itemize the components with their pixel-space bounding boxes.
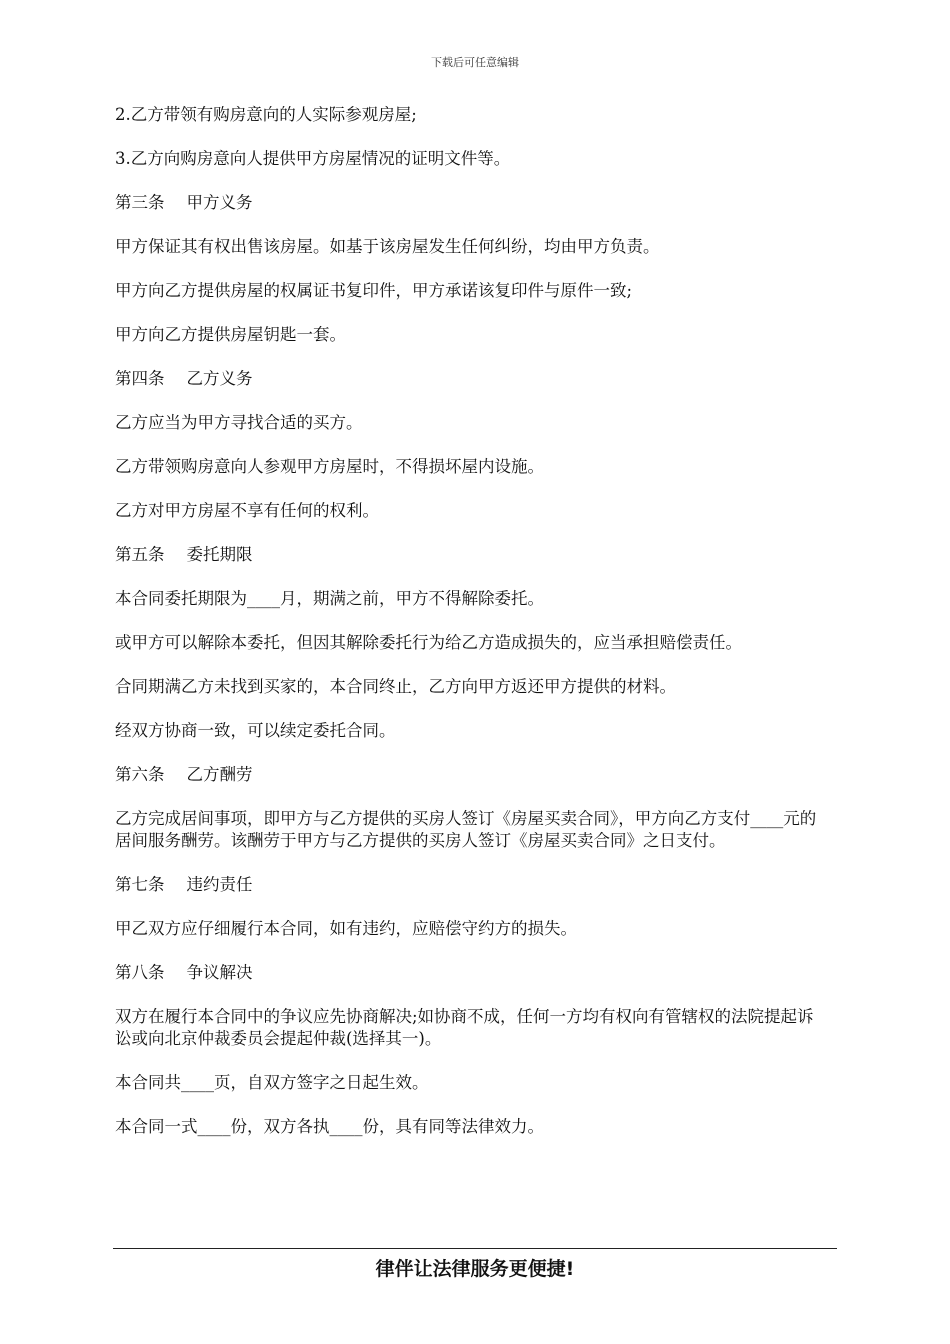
paragraph: 乙方完成居间事项，即甲方与乙方提供的买房人签订《房屋买卖合同》，甲方向乙方支付____元的居间服务酬劳。该酬劳于甲方与乙方提供的买房人签订《房屋买卖合同》之日支付。	[115, 809, 817, 850]
article-heading-6	[115, 764, 830, 786]
article-heading-7	[115, 874, 830, 896]
paragraph: 本合同委托期限为____月，期满之前，甲方不得解除委托。	[115, 589, 544, 608]
article-number: 第八条	[115, 963, 165, 982]
article-heading-3	[115, 192, 830, 214]
paragraph: 2.乙方带领有购房意向的人实际参观房屋;	[115, 105, 417, 124]
paragraph: 双方在履行本合同中的争议应先协商解决;如协商不成，任何一方均有权向有管辖权的法院提起诉讼或向北京仲裁委员会提起仲裁(选择其一)。	[115, 1007, 814, 1048]
document-body	[115, 104, 830, 1160]
paragraph: 乙方带领购房意向人参观甲方房屋时，不得损坏屋内设施。	[115, 457, 544, 476]
paragraph: 甲乙双方应仔细履行本合同，如有违约，应赔偿守约方的损失。	[115, 919, 577, 938]
article-heading-5	[115, 544, 830, 566]
paragraph: 乙方对甲方房屋不享有任何的权利。	[115, 501, 379, 520]
page-header-note: 下载后可任意编辑	[431, 56, 519, 69]
article-title: 甲方义务	[186, 193, 253, 212]
article-number: 第七条	[115, 875, 165, 894]
footer-divider	[113, 1248, 837, 1249]
article-number: 第五条	[115, 545, 165, 564]
article-heading-4	[115, 368, 830, 390]
footer-slogan: 律伴让法律服务更便捷!	[375, 1258, 575, 1280]
paragraph: 或甲方可以解除本委托，但因其解除委托行为给乙方造成损失的，应当承担赔偿责任。	[115, 633, 742, 652]
article-number: 第三条	[115, 193, 165, 212]
paragraph: 本合同一式____份，双方各执____份，具有同等法律效力。	[115, 1117, 544, 1136]
article-number: 第六条	[115, 765, 165, 784]
paragraph: 乙方应当为甲方寻找合适的买方。	[115, 413, 363, 432]
article-number: 第四条	[115, 369, 165, 388]
paragraph: 甲方向乙方提供房屋的权属证书复印件，甲方承诺该复印件与原件一致;	[115, 281, 633, 300]
article-title: 乙方义务	[186, 369, 253, 388]
article-title: 违约责任	[186, 875, 253, 894]
article-heading-8	[115, 962, 830, 984]
paragraph: 甲方保证其有权出售该房屋。如基于该房屋发生任何纠纷，均由甲方负责。	[115, 237, 660, 256]
paragraph: 经双方协商一致，可以续定委托合同。	[115, 721, 396, 740]
article-title: 乙方酬劳	[186, 765, 253, 784]
paragraph: 甲方向乙方提供房屋钥匙一套。	[115, 325, 346, 344]
paragraph: 合同期满乙方未找到买家的，本合同终止，乙方向甲方返还甲方提供的材料。	[115, 677, 676, 696]
article-title: 委托期限	[186, 545, 253, 564]
article-title: 争议解决	[186, 963, 253, 982]
paragraph: 3.乙方向购房意向人提供甲方房屋情况的证明文件等。	[115, 149, 511, 168]
paragraph: 本合同共____页，自双方签字之日起生效。	[115, 1073, 429, 1092]
